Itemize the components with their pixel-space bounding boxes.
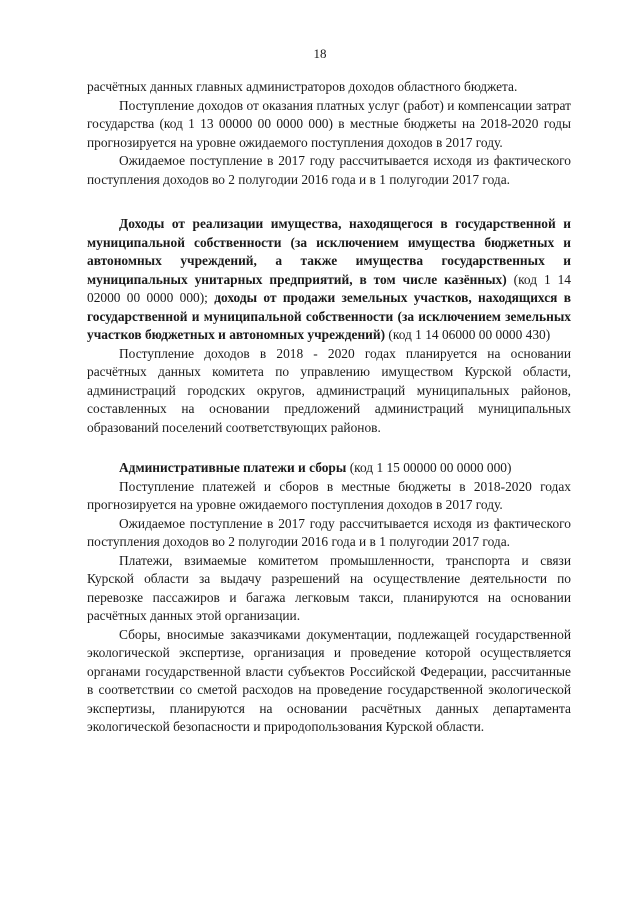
page-number: 18 [313,46,327,61]
heading-code-b: (код 1 14 06000 00 0000 430) [385,327,551,342]
heading-code-a: (код 1 14 02000 00 0000 000); [87,271,571,305]
paragraph-taxi-permits: Платежи, взимаемые комитетом промышленности, транспорта и связи Курской области за выдачу разрешений на осуществление деятельности по перевозке пассажиров и багажа легковым такси, планируются на основании расчётных данных этой организации. [87,552,571,623]
paragraph-expected-income-1: Ожидаемое поступление в 2017 году рассчитывается исходя из фактического поступления доходов во 2 полугодии 2016 года и в 1 полугодии 2017 года. [87,153,571,187]
heading-bold-part-a: Доходы от реализации имущества, находящегося в государственной и муниципальной собственности (за исключением имущества бюджетных и автономных учреждений, а также имущества государственных и муниципальных унитарных предприятий, в том числе казённых) [87,216,571,287]
document-body [87,78,571,737]
heading-admin-fees-bold: Административные платежи и сборы [119,460,347,475]
paragraph-services-income: Поступление доходов от оказания платных услуг (работ) и компенсации затрат государства (код 1 13 00000 00 0000 000) в местные бюджеты на 2018-2020 годы прогнозируется на уровне ожидаемого поступления доходов в 2017 году. [87,97,571,150]
section-heading-property-sales [87,215,571,345]
paragraph-ecology-fees: Сборы, вносимые заказчиками документации, подлежащей государственной экологической экспертизе, организация и проведение которой осуществляется органами государственной власти субъектов Российской Федерации, рассчитанные в соответствии со сметой расходов на проведение государственной экологической экспертизы, планируются на основании расчётных данных департамента экологической безопасности и природопользования Курской области. [87,626,571,734]
section-heading-admin-fees [87,459,571,478]
heading-bold-part-b: доходы от продажи земельных участков, находящихся в государственной и муниципальной собственности (за исключением земельных участков бюджетных и автономных учреждений) [87,290,571,342]
paragraph-expected-income-2: Ожидаемое поступление в 2017 году рассчитывается исходя из фактического поступления доходов во 2 полугодии 2016 года и в 1 полугодии 2017 года. [87,515,571,549]
paragraph-property-planning: Поступление доходов в 2018 - 2020 годах планируется на основании расчётных данных комитета по управлению имуществом Курской области, администраций городских округов, администраций муниципальных районов, составленных на основании предложений администраций муниципальных образований поселений соответствующих районов. [87,345,571,435]
heading-admin-fees-code: (код 1 15 00000 00 0000 000) [346,460,512,475]
paragraph-fees-forecast: Поступление платежей и сборов в местные бюджеты в 2018-2020 годах прогнозируется на уровне ожидаемого поступления доходов в 2017 году. [87,478,571,512]
paragraph-continuation: расчётных данных главных администраторов доходов областного бюджета. [87,79,518,94]
